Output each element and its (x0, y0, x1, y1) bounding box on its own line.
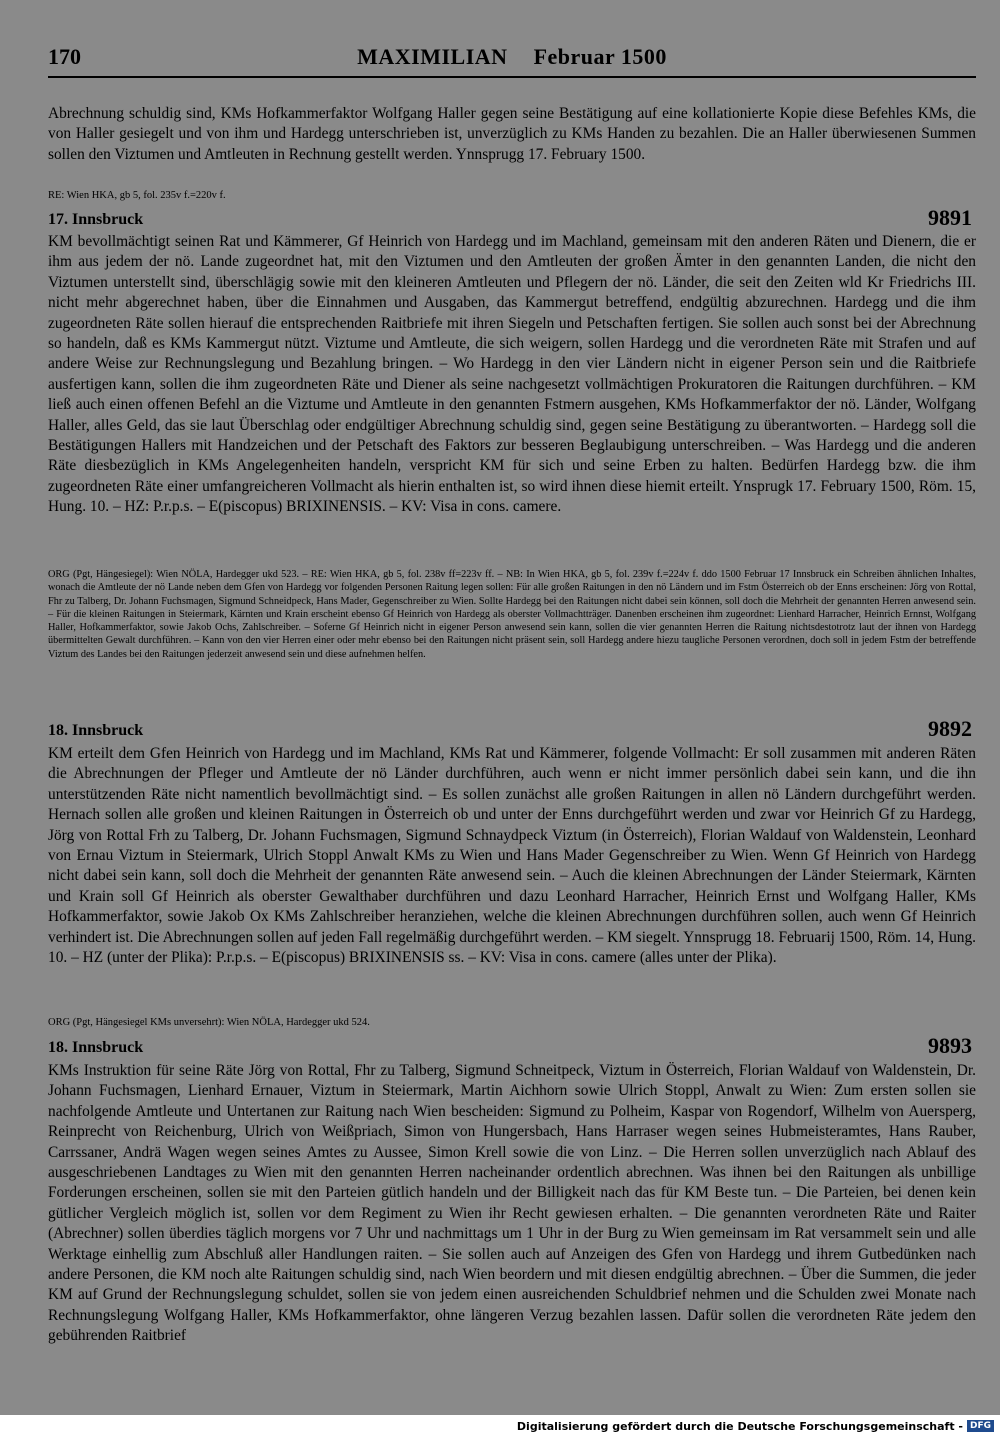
page-number: 170 (48, 44, 81, 69)
intro-note: RE: Wien HKA, gb 5, fol. 235v f.=220v f. (48, 190, 226, 201)
entry-heading (48, 718, 976, 742)
entry-place: 18. Innsbruck (48, 1039, 144, 1056)
entry-number: 9893 (928, 1033, 972, 1058)
footer-text: Digitalisierung gefördert durch die Deutsche Forschungsgemeinschaft - (516, 1419, 963, 1433)
entry-text: KM erteilt dem Gfen Heinrich von Hardegg und im Machland, KMs Rat und Kämmerer, folgende Vollmacht: Er soll zusammen mit anderen Räten die Abrechnungen der Pfleger und Amtleute der nö Länder durchführen, auch wenn er nicht immer persönlich dabei sein kann, und die ihn unterstützenden Räte nicht namentlich bevollmächtigt sind. – Es sollen zunächst alle großen Raitungen in allen nö Ländern durchgeführt werden. Hernach sollen alle großen und kleinen Raitungen in Österreich ob und unter der Enns durchgeführt werden und zwar vor Heinrich Gf zu Hardegg, Jörg von Rottal Frh zu Talberg, Dr. Johann Fuchsmagen, Sigmund Schnaydpeck Viztum (in Österreich), Florian Waldauf von Waldenstein, Leonhard von Ernau Viztum in Steiermark, Ulrich Stoppl Anwalt KMs zu Wien und Hans Mader Gegenschreiber zu Wien. Wenn Gf Heinrich von Hardegg nicht dabei sein kann, soll doch die Mehrheit der genannten Räte anwesend sein. – Auch die kleinen Abrechnungen der Länder Steiermark, Kärnten und Krain soll Gf Heinrich als oberster Gewalthaber durchführen und dazu Leonhard Harracher, Heinrich Ernst und Wolfgang Haller, KMs Hofkammerfaktor, sowie Jakob Ox KMs Zahlschreiber heranziehen, welche die kleinen Abrechnungen durchführen sollen, auch wenn Gf Heinrich verhindert ist. Die Abrechnungen sollen auf jeden Fall regelmäßig durchgeführt werden. – KM siegelt. Ynnsprugg 18. Februarij 1500, Röm. 14, Hung. 10. – HZ (unter der Plika): P.r.p.s. – E(piscopus) BRIXINENSIS ss. – KV: Visa in cons. camere (alles unter der Plika). (48, 745, 976, 967)
entry-place: 17. Innsbruck (48, 211, 144, 228)
entry-number: 9891 (928, 205, 972, 230)
running-title-date: Februar 1500 (533, 44, 667, 69)
entry-text: KM bevollmächtigt seinen Rat und Kämmerer, Gf Heinrich von Hardegg und im Machland, gemeinsam mit den anderen Räten und Dienern, die er ihm aus jedem der nö. Lande zugeordnet hat, mit den Viztumen und den Amtleuten der großen Ämter in den genannten Landen, die nicht den Viztumen unterstellt sind, überschlägig sowie mit den kleineren Amtleuten und Pflegern der nö. Länder, die seit den Zeiten wld Kr Friedrichs III. nicht mehr abgerechnet haben, über die Einnahmen und Ausgaben, das Kammergut betreffend, endgültig abzurechnen. Hardegg und die ihm zugeordneten Räte sollen hierauf die entsprechenden Raitbriefe mit ihren Siegeln und Petschaften fertigen. Sie sollen auch sonst bei der Abrechnung so handeln, daß es KMs Kammergut nützt. Viztume und Amtleute, die sich weigern, sollen Hardegg und die verordneten Räte mit Strafen und auf andere Weise zur Rechnungslegung und Bezahlung bringen. – Wo Hardegg in den vier Ländern nicht in eigener Person sein und die Raitbriefe ausfertigen kann, sollen die ihm zugeordneten Räte und Diener als seine nachgesetzt vollmächtigen Prokuratoren die Raitungen durchführen. – KM ließ auch einen offenen Befehl an die Viztume und Amtleute in den genannten Fstmern ausgehen, KMs Hofkammerfaktor der nö. Länder, Wolfgang Haller, alles Geld, das sie laut Überschlag oder endgültiger Abrechnung schuldig sind, gegen seine Bestätigung zu überantworten. – Hardegg soll die Bestätigungen Hallers mit Handzeichen und der Petschaft des Faktors zur besseren Beglaubigung unterschreiben. – Was Hardegg und die anderen Räte diesbezüglich in KMs Angelegenheiten handeln, verspricht KM für sich und seine Erben zu halten. Bedürfen Hardegg bzw. die ihm zugeordneten Räte einer umfangreicheren Vollmacht als hierin enthalten ist, so wird ihnen diese hiemit erteilt. Ynsprugk 17. February 1500, Röm. 15, Hung. 10. – HZ: P.r.p.s. – E(piscopus) BRIXINENSIS. – KV: Visa in cons. camere. (48, 233, 976, 516)
entry-place: 18. Innsbruck (48, 722, 144, 739)
entry-number: 9892 (928, 716, 972, 741)
dfg-logo: DFG (967, 1420, 994, 1432)
entry-note: ORG (Pgt, Hängesiegel): Wien NÖLA, Hardegger ukd 523. – RE: Wien HKA, gb 5, fol. 238v ff=223v ff. – NB: In Wien HKA, gb 5, fol. 239v f.=224v f. ddo 1500 Februar 17 Innsbruck ein Schreiben ähnlichen Inhaltes, wonach die Amtleute der nö Lande neben dem Gfen von Hardegg vor folgenden Personen Raitung legen sollen: Für alle großen Raitungen in den nö Ländern und im Fstm Österreich ob der Enns erscheinen: Jörg von Rottal, Fhr zu Talberg, Dr. Johann Fuchsmagen, Sigmund Schneidpeck, Hans Mader, Gegenschreiber zu Wien. Sollte Hardegg bei den Raitungen nicht dabei sein können, soll doch die Mehrheit der genannten Herren anwesend sein. – Für die kleinen Raitungen in Steiermark, Kärnten und Krain erscheint ebenso Gf Heinrich von Hardegg als oberster Vollmachtträger. Danenben erscheinen ihm zugeordnet: Lienhard Harracher, Heinrich Ernnst, Wolfgang Haller, Hofkammerfaktor, sowie Jakob Ochs, Zahlschreiber. – Soferne Gf Heinrich nicht in eigener Person anwesend sein kann, sollen die vier genannten Herren die Raitung nichtsdestotrotz laut der ihnen von Hardegg übermittelten Gewalt durchführen. – Kann von den vier Herren einer oder mehr ebenso bei den Raitungen nicht präsent sein, soll Hardegg andere hiezu taugliche Personen verordnen, doch soll in jedem Fstm der betreffende Viztum des Landes bei den Raitungen jederzeit anwesend sein und diese aufnehmen helfen. (48, 569, 976, 660)
running-title-name: MAXIMILIAN (357, 44, 508, 69)
entry-heading (48, 1035, 976, 1059)
entry-note: ORG (Pgt, Hängesiegel KMs unversehrt): Wien NÖLA, Hardegger ukd 524. (48, 1017, 370, 1028)
entry-heading (48, 207, 976, 231)
page-header (48, 40, 976, 78)
digitization-footer (517, 1418, 994, 1434)
entry-text: KMs Instruktion für seine Räte Jörg von Rottal, Fhr zu Talberg, Sigmund Schneitpeck, Viztum in Österreich, Florian Waldauf von Waldenstein, Dr. Johann Fuchsmagen, Lienhard Ernauer, Viztum in Steiermark, Martin Aichhorn sowie Ulrich Stoppl, Anwalt zu Wien: Zum ersten sollen sie nachfolgende Amtleute und Untertanen zur Raitung nach Wien bescheiden: Sigmund zu Polheim, Kaspar von Rogendorf, Wilhelm von Auersperg, Reinprecht von Reichenburg, Ulrich von Weißpriach, Simon von Hungersbach, Hans Harraser wegen seines Hubmeisteramtes, Hans Rauber, Carrssaner, Andrä Wagen wegen seines Amtes zu Aussee, Simon Krell sowie die von Linz. – Die Herren sollen unverzüglich nach Ablauf des ausgeschriebenen Landtages zu Wien mit den genannten Herren nacheinander ordentlich abrechnen. Was ihnen bei den Raitungen als unbillige Forderungen erscheinen, sollen sie mit den Parteien gütlich handeln und der Billigkeit nach das für KM Beste tun. – Die Parteien, bei denen kein gütlicher Vergleich möglich ist, sollen vor dem Regiment zu Wien ihr Recht gewiesen erhalten. – Die genannten verordneten Räte und Raiter (Abrechner) sollen überdies täglich morgens vor 7 Uhr und nachmittags um 1 Uhr in der Burg zu Wien gemeinsam im Rat versammelt sein und alle Werktage einhellig zum Abschluß aller Handlungen raiten. – Sie sollen auch auf Anzeigen des Gfen von Hardegg und ihrem Gutbedünken nach andere Personen, die KM noch alte Raitungen schuldig sind, nach Wien beordern und mit diesen endgültig abrechnen. – Über die Summen, die jeder KM auf Grund der Rechnungslegung schuldet, sollen sie von jedem einen ausreichenden Schuldbrief nehmen und die Schulden zwei Monate nach Rechnungslegung Wolfgang Haller, KMs Hofkammerfaktor, ohne längeren Verzug bezahlen lassen. Dafür sollen die verordneten Räte jedem den gebührenden Raitbrief (48, 1062, 976, 1345)
intro-text: Abrechnung schuldig sind, KMs Hofkammerfaktor Wolfgang Haller gegen seine Bestätigung auf eine kollationierte Kopie diese Befehles KMs, die von Haller gesiegelt und von ihm und Hardegg unterschrieben ist, unverzüglich zu KMs Handen zu bezahlen. Die an Haller überwiesenen Summen sollen den Viztumen und Amtleuten in Rechnung gestellt werden. Ynnsprugg 17. February 1500. (48, 105, 976, 163)
running-title (48, 44, 976, 70)
